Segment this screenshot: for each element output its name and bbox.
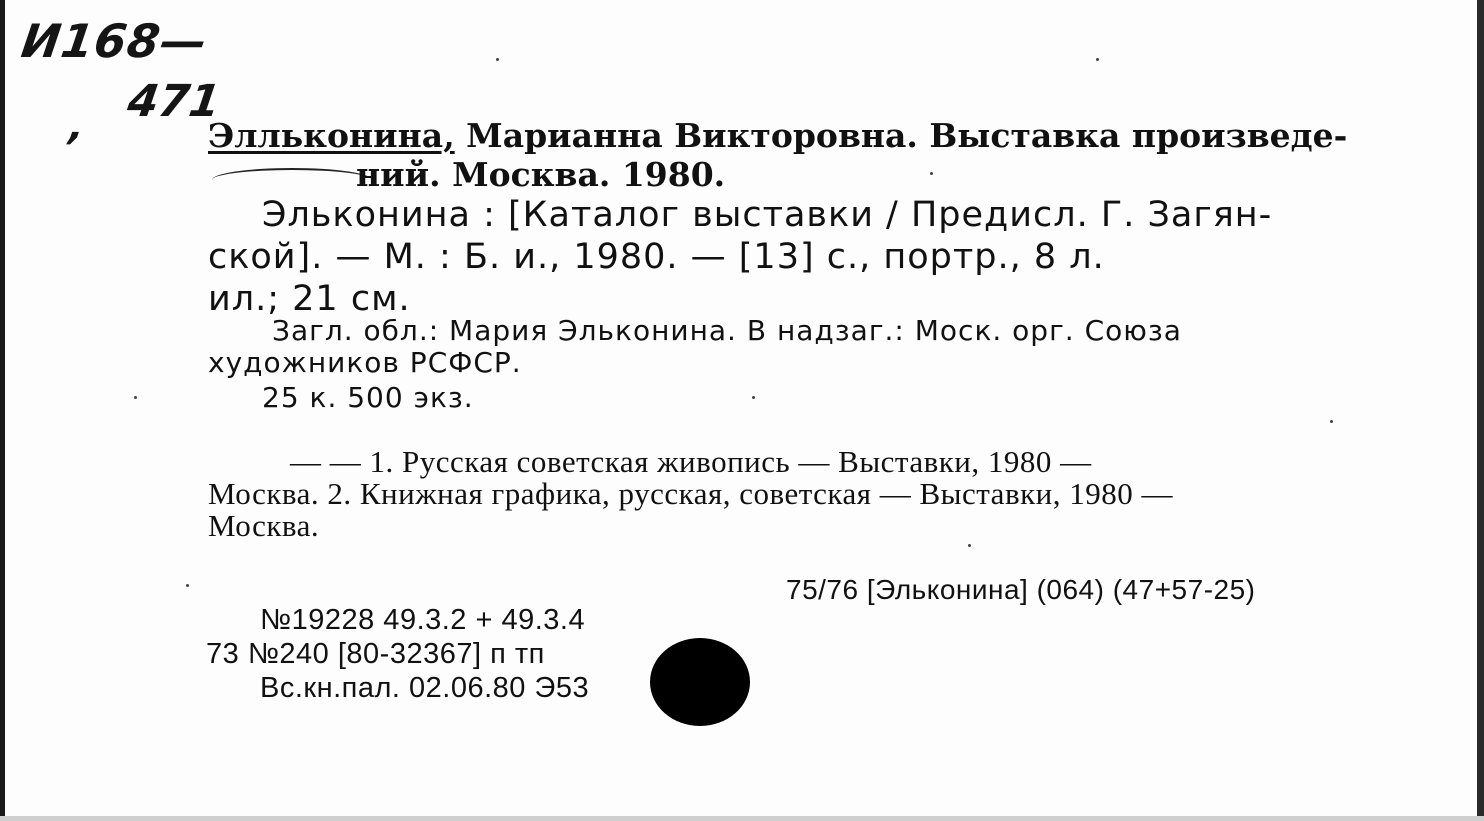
heading-line-1 xyxy=(208,116,1347,155)
card-right-edge xyxy=(1477,0,1484,821)
speck xyxy=(1096,58,1099,61)
note-line-2: художников РСФСР. xyxy=(208,346,522,379)
heading-line-2: ний. Москва. 1980. xyxy=(356,155,726,194)
speck xyxy=(968,544,971,547)
punch-hole xyxy=(650,638,750,726)
speck xyxy=(1330,420,1333,423)
accession-line-3: Вс.кн.пал. 02.06.80 Э53 xyxy=(260,672,590,704)
speck xyxy=(752,396,755,399)
subject-line-3: Москва. xyxy=(208,508,320,543)
subject-line-1: — — 1. Русская советская живопись — Выставки, 1980 — xyxy=(290,444,1092,479)
speck xyxy=(930,172,933,175)
author-name: Элльконина, xyxy=(208,116,455,155)
speck xyxy=(134,396,137,399)
speck xyxy=(186,584,189,587)
subject-line-2: Москва. 2. Книжная графика, русская, советская — Выставки, 1980 — xyxy=(208,476,1173,511)
accession-line-2: 73 №240 [80-32367] п тп xyxy=(206,638,545,670)
description-line-2: ской]. — М. : Б. и., 1980. — [13] с., портр., 8 л. xyxy=(208,237,1105,277)
handwritten-mark: , xyxy=(66,104,88,148)
card-left-edge xyxy=(0,0,5,821)
description-line-3: ил.; 21 см. xyxy=(208,279,411,319)
note-line-1: Загл. обл.: Мария Эльконина. В надзаг.: Моск. орг. Союза xyxy=(272,314,1182,347)
card-bottom-edge xyxy=(0,816,1484,821)
handwritten-call-number: И168— xyxy=(18,14,212,68)
handwritten-call-number-2: 471 xyxy=(124,76,224,127)
description-line-1: Эльконина : [Каталог выставки / Предисл. Г. Загян- xyxy=(262,195,1273,235)
classification-code: 75/76 [Эльконина] (064) (47+57-25) xyxy=(786,574,1256,605)
price-and-print-run: 25 к. 500 экз. xyxy=(262,381,474,414)
handwritten-underline-curve xyxy=(212,168,372,180)
speck xyxy=(496,58,499,61)
accession-line-1: №19228 49.3.2 + 49.3.4 xyxy=(260,604,586,636)
heading-title: Марианна Викторовна. Выставка произведе- xyxy=(454,116,1348,155)
